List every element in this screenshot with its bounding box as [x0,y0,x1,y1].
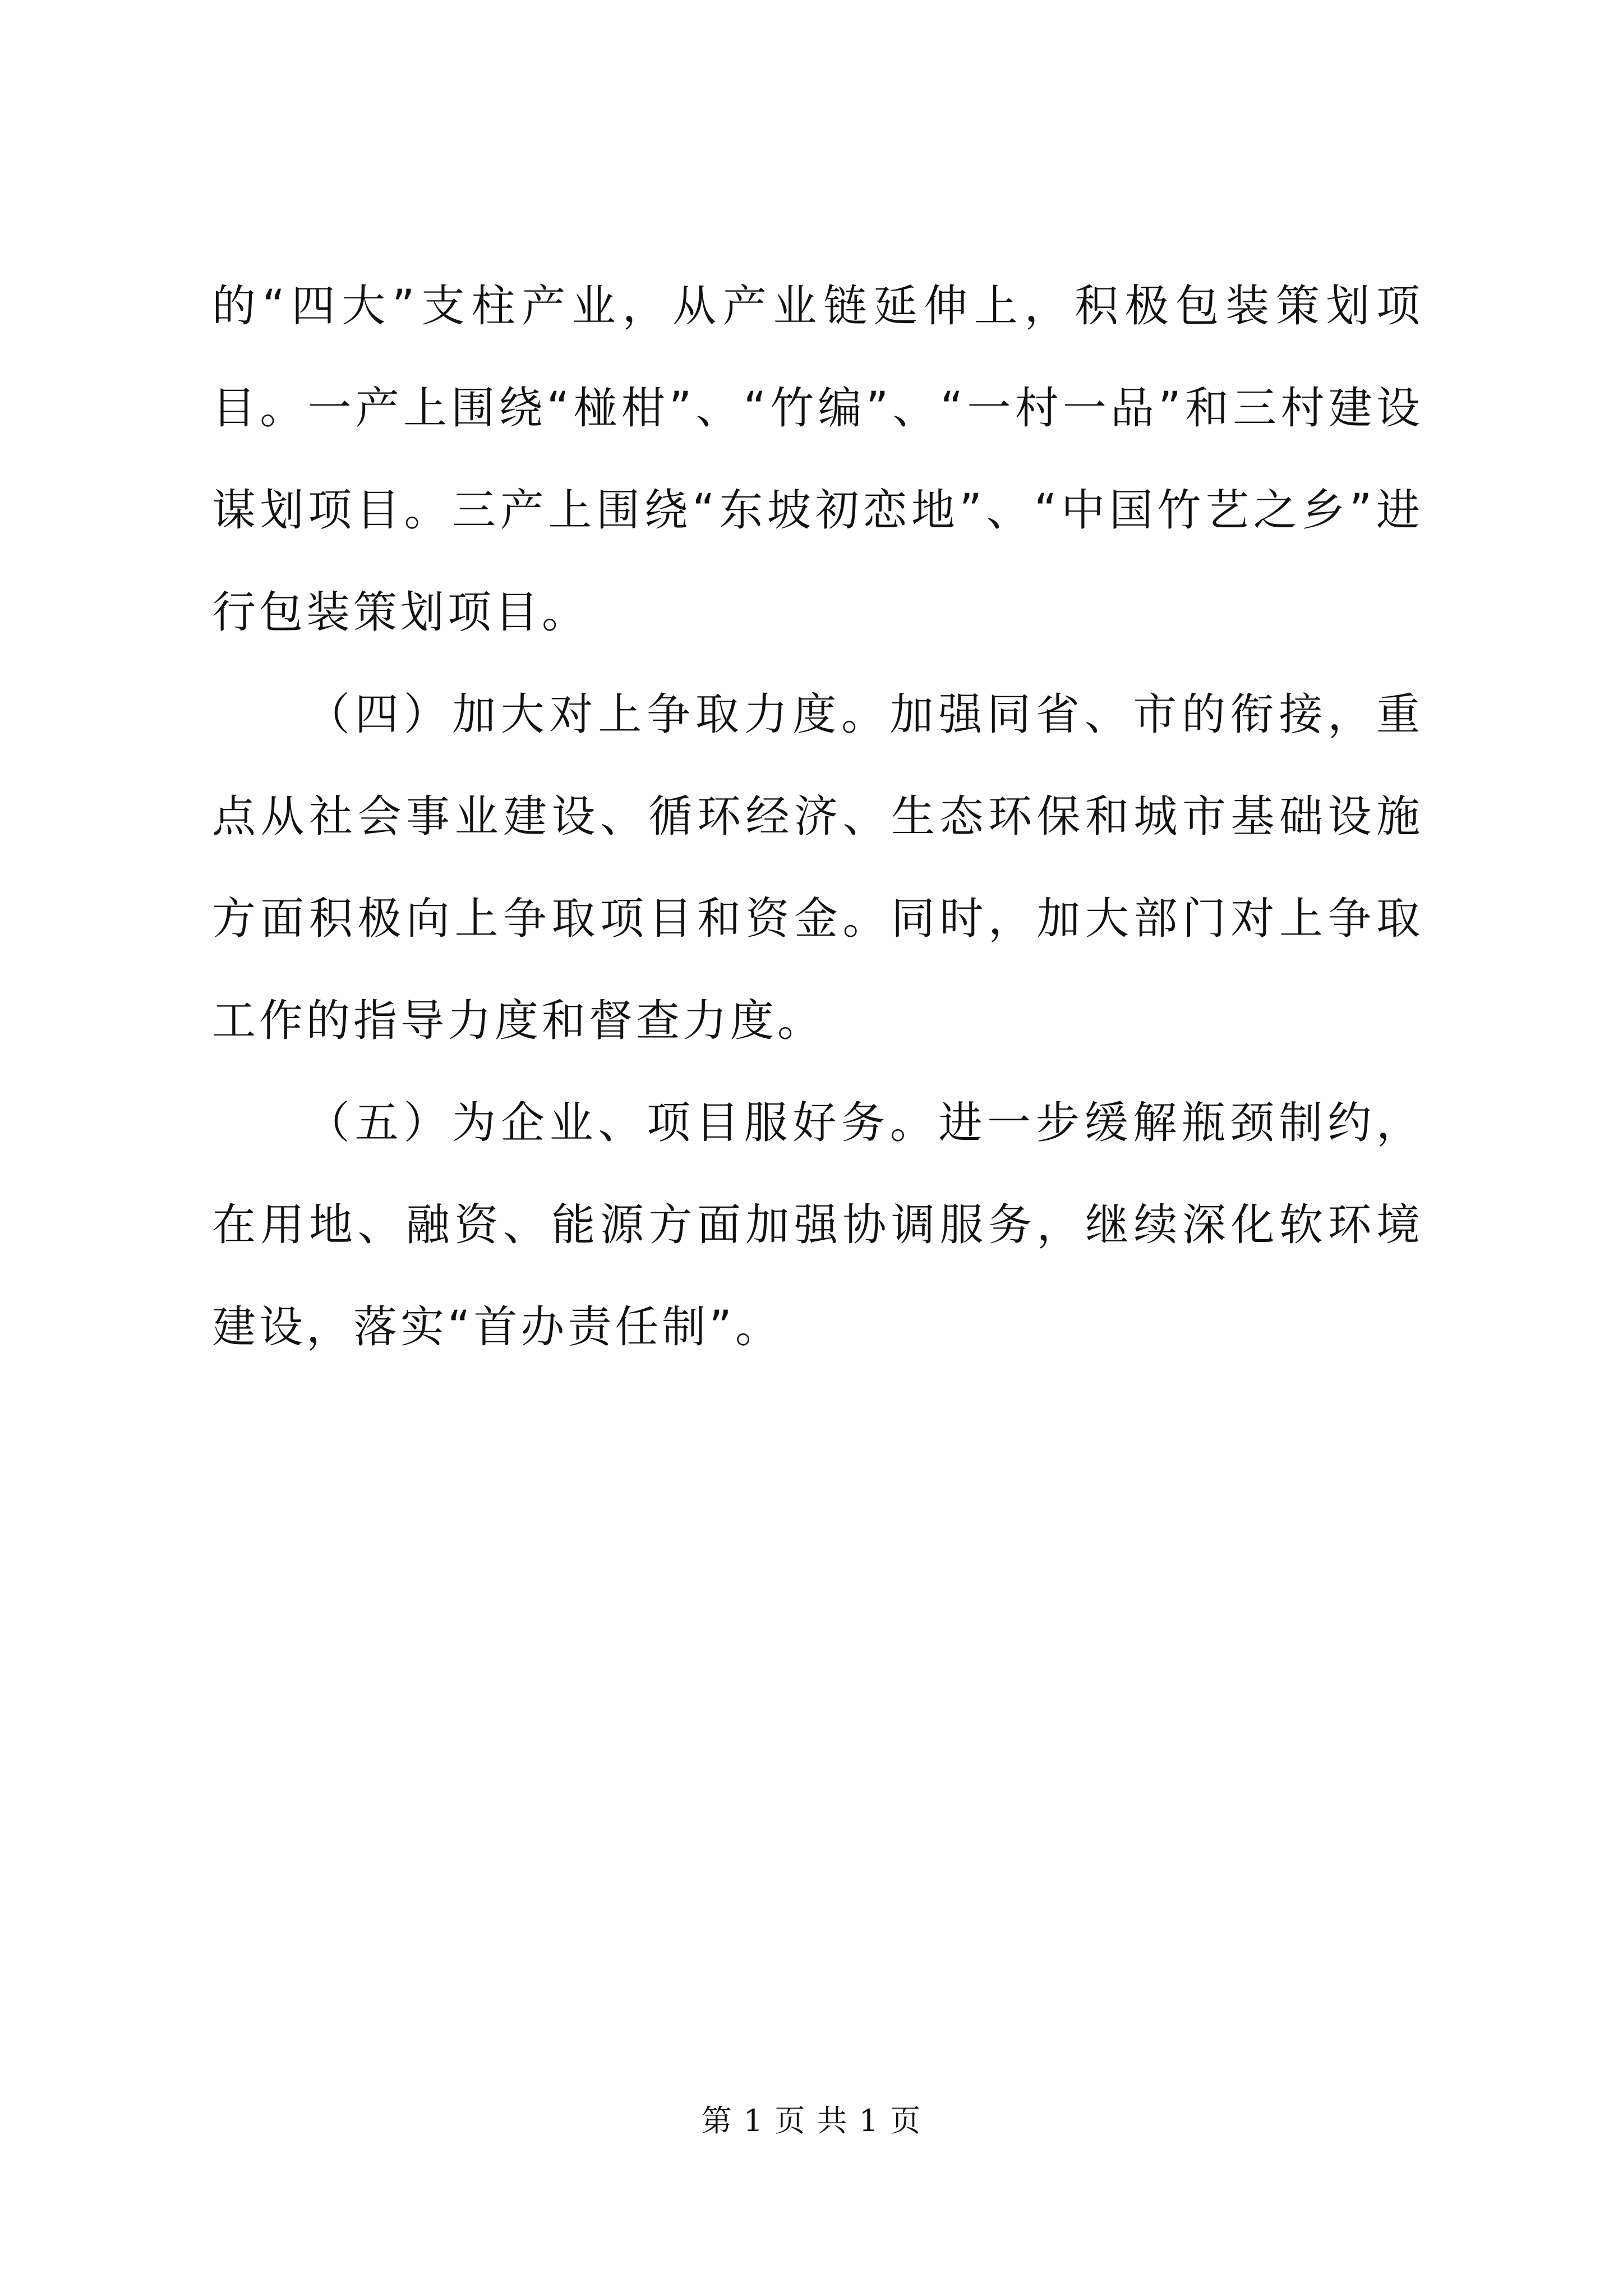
page-footer: 第 1 页 共 1 页 [701,2103,922,2138]
paragraph-section-five: （五）为企业、项目服好务。进一步缓解瓶颈制约，在用地、融资、能源方面加强协调服务，继续深化软环境建设，落实“首办责任制”。 [212,1098,1423,1352]
document-body [212,255,1423,1378]
paragraph-section-four: （四）加大对上争取力度。加强同省、市的衔接，重点从社会事业建设、循环经济、生态环保和城市基础设施方面积极向上争取项目和资金。同时，加大部门对上争取工作的指导力度和督查力度。 [212,689,1423,1046]
paragraph-continuation: 的“四大”支柱产业，从产业链延伸上，积极包装策划项目。一产上围绕“椪柑”、“竹编”、“一村一品”和三村建设谋划项目。三产上围绕“东坡初恋地”、“中国竹艺之乡”进行包装策划项目。 [212,281,1423,638]
